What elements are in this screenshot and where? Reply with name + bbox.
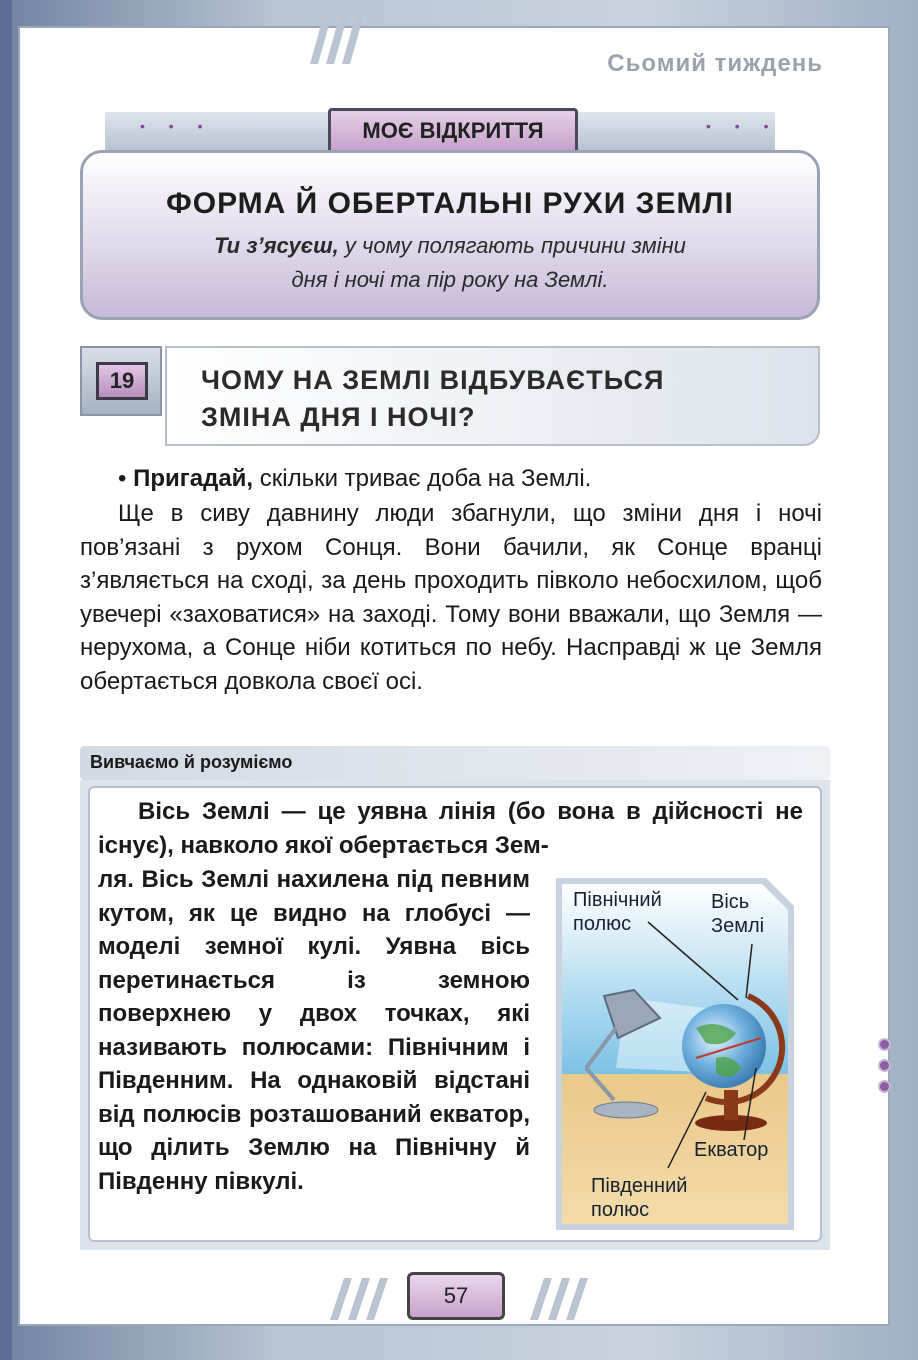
bullet: •: [118, 465, 127, 492]
dots-left: • • •: [140, 118, 213, 134]
section-title-line2: ЗМІНА ДНЯ І НОЧІ?: [201, 402, 476, 432]
study-tab-label: Вивчаємо й розуміємо: [90, 752, 293, 772]
study-lead-paragraph: Вісь Землі — це уявна лінія (бо вона в дійсності не існує), навколо якої обертається Зем-: [98, 798, 803, 859]
topic-subtitle-rest-2: дня і ночі та пір року на Землі.: [291, 267, 609, 292]
section-title-line1: ЧОМУ НА ЗЕМЛІ ВІДБУВАЄТЬСЯ: [201, 365, 665, 395]
recall-line: [80, 462, 822, 496]
south-pole-label: [591, 1174, 687, 1222]
north-pole-label-line1: Північний: [573, 889, 662, 911]
topic-title: ФОРМА Й ОБЕРТАЛЬНІ РУХИ ЗЕМЛІ: [166, 187, 734, 220]
axis-label-line1: Вісь: [711, 891, 750, 913]
top-stripes-decoration: [300, 14, 370, 64]
recall-bold: Пригадай,: [133, 465, 254, 492]
week-label: Сьомий тиждень: [607, 50, 823, 77]
page-number: 57: [407, 1272, 505, 1320]
topic-box: [80, 150, 820, 320]
side-dots-decoration: [880, 1040, 896, 1103]
north-pole-label-line2: полюс: [573, 913, 632, 935]
topic-subtitle-lead: Ти з’ясуєш,: [214, 233, 339, 258]
equator-label: Екватор: [694, 1139, 769, 1161]
section-header: [165, 346, 820, 446]
axis-label: [711, 890, 764, 938]
south-pole-label-line2: полюс: [591, 1199, 650, 1221]
study-body-paragraph: ля. Вісь Землі нахилена під певним кутом, як це видно на глобусі — моделі земної кулі. Уявна вісь перетинається із земною поверхнею у двох точках, які називають полюсами: Північним і Південним. На однаковій відстані від полюсів розташований екватор, що ділить Землю на Північну й Південну півкулі.: [98, 866, 530, 1195]
globe-figure: [556, 878, 794, 1230]
north-pole-label: [573, 888, 662, 936]
recall-rest: скільки триває доба на Землі.: [253, 465, 592, 492]
section-title: [201, 362, 664, 436]
axis-label-line2: Землі: [711, 915, 765, 937]
discovery-badge: МОЄ ВІДКРИТТЯ: [328, 108, 578, 154]
topic-subtitle-rest-1: у чому полягають причини зміни: [338, 233, 686, 258]
dots-right: • • •: [706, 118, 779, 134]
section-number-tile: [80, 346, 162, 416]
study-tab: [80, 746, 830, 780]
intro-paragraph: Ще в сиву давнину люди збагнули, що зміни дня і ночі пов’язані з рухом Сонця. Вони бачили, як Сонце вранці з’являється на сході, за день проходить півколо небосхилом, щоб увечері «заховатися» на заході. Тому вони вважали, що Земля — нерухома, а Сонце ніби котиться по небу. Насправді ж це Земля обертається довкола своєї осі.: [80, 500, 822, 695]
topic-subtitle: [83, 229, 817, 297]
section-number: 19: [96, 362, 148, 400]
left-edge-bar: [0, 0, 12, 1360]
south-pole-label-line1: Південний: [591, 1175, 688, 1197]
